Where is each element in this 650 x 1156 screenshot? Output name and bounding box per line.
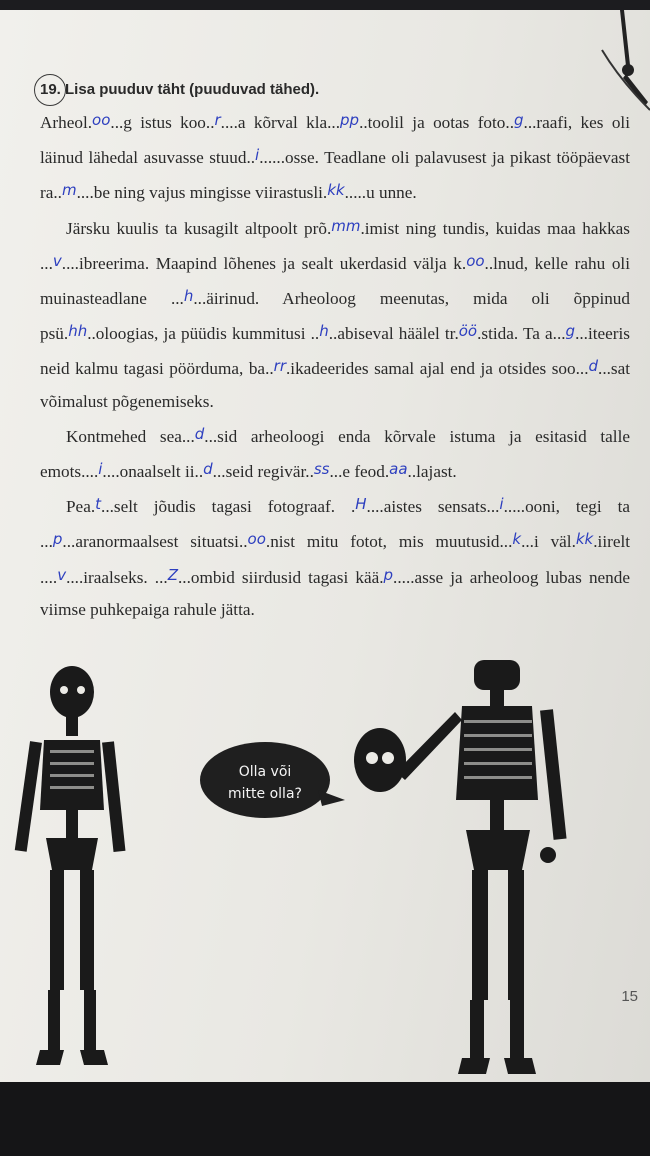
exercise-paragraph	[40, 210, 630, 418]
blank-dots: .	[90, 497, 96, 517]
exercise-text-segment: Järsku kuulis ta kusagilt altpoolt prõ	[66, 218, 327, 238]
blank-dots: ..	[505, 113, 514, 132]
blank-dots: ..	[328, 324, 338, 344]
handwritten-answer: öö	[458, 322, 478, 341]
speech-bubble-line1: Olla või	[238, 764, 292, 780]
exercise-text-segment: Kontmehed sea	[66, 426, 182, 446]
blank-dots: .	[360, 218, 365, 238]
blank-dots: .....	[393, 567, 415, 587]
handwritten-answer: h	[319, 322, 329, 341]
exercise-text-segment: osse. Teadlane oli palavusest ja pikast tööpäevast ra	[40, 148, 630, 203]
blank-dots: ...	[101, 497, 114, 517]
blank-dots: ....	[40, 567, 58, 587]
handwritten-answer: d	[588, 357, 599, 376]
background-surface	[0, 1082, 650, 1156]
blank-dots: ...	[181, 426, 195, 446]
exercise-text-segment: imist ning tundis, kuidas maa hakkas	[364, 218, 630, 238]
blank-dots: .	[326, 218, 332, 238]
handwritten-answer: rr	[273, 357, 286, 376]
blank-dots: ..	[359, 113, 368, 132]
exercise-text-segment: g istus koo	[123, 113, 206, 132]
exercise-text-segment: selt jõudis tagasi fotograaf.	[113, 497, 351, 517]
handwritten-answer: i	[98, 460, 103, 479]
blank-dots: ....	[102, 462, 120, 482]
exercise-text-segment: be ning vajus mingisse viirastusli	[93, 183, 323, 203]
blank-dots: ..	[205, 113, 215, 132]
blank-dots: .	[461, 253, 467, 273]
blank-dots: ....	[76, 183, 94, 203]
skeleton-illustration	[0, 660, 650, 1080]
exercise-text-segment: aistes sensats	[383, 497, 487, 517]
blank-dots: .	[454, 324, 459, 344]
exercise-text-segment: iraalseks.	[83, 567, 155, 587]
blank-dots: ...	[575, 324, 588, 344]
exercise-text	[40, 104, 630, 626]
exercise-text-segment: abiseval häälel tr	[337, 324, 455, 344]
blank-dots: ...	[486, 497, 500, 517]
blank-dots: .	[571, 532, 576, 552]
exercise-text-segment: asse ja arheoloog lubas nende viimse puhkepaiga rahule jätta.	[40, 567, 630, 619]
exercise-text-segment: toolil ja ootas foto	[367, 113, 506, 132]
blank-dots: ...	[204, 426, 218, 446]
blank-dots: ...	[170, 289, 184, 309]
exercise-title	[40, 78, 630, 102]
exercise-text-segment: iirelt	[597, 532, 631, 552]
handwritten-answer: hh	[68, 322, 88, 341]
left-skeleton	[15, 666, 126, 1065]
blank-dots: ...	[62, 532, 76, 552]
blank-dots: .	[384, 462, 390, 482]
blank-dots: ..	[194, 462, 204, 482]
blank-dots: ...	[552, 324, 566, 344]
handwritten-answer: g	[514, 111, 524, 129]
exercise-text-segment: sid arheoloogi enda kõrvale istuma ja esitasid talle emots	[40, 426, 630, 482]
blank-dots: ..	[305, 462, 314, 482]
blank-dots: .	[477, 324, 482, 344]
blank-dots: ...	[193, 289, 207, 309]
exercise-text-segment: raafi, kes oli läinud lähedal asuvasse stuud	[40, 113, 630, 168]
blank-dots: ...	[523, 113, 537, 132]
speech-bubble-line2: mitte olla?	[228, 786, 302, 802]
handwritten-answer: p	[383, 565, 394, 584]
blank-dots: ....	[66, 567, 84, 587]
blank-dots: ..	[53, 183, 62, 203]
exercise-text-segment: i väl	[533, 532, 572, 552]
exercise-text-segment: stida. Ta a	[481, 324, 553, 344]
blank-dots: ..	[265, 359, 274, 379]
handwritten-answer: v	[52, 251, 62, 270]
exercise-text-segment: ibreerima. Maapind lõhenes ja sealt ukerdasid välja k	[78, 253, 462, 273]
handwritten-answer: aa	[389, 460, 408, 479]
blank-dots: ...	[575, 359, 589, 379]
handwritten-answer: kk	[575, 530, 594, 549]
blank-dots: .	[63, 324, 69, 344]
handwritten-answer: i	[499, 495, 504, 514]
blank-dots: ....	[81, 462, 99, 482]
blank-dots: ...	[40, 532, 53, 552]
blank-dots: .	[322, 183, 328, 203]
handwritten-answer: i	[255, 146, 260, 165]
exercise-text-segment: ombid siirdusid tagasi kää	[190, 567, 380, 587]
handwritten-answer: oo	[247, 530, 266, 549]
held-skull	[354, 728, 406, 792]
exercise-text-segment: Arheol	[40, 113, 88, 132]
blank-dots: ..	[238, 532, 248, 552]
page-number: 15	[621, 988, 638, 1005]
blank-dots: ...	[154, 567, 168, 587]
blank-dots: ...	[521, 532, 534, 552]
exercise-title-text: 19. Lisa puuduv täht (puuduvad tähed).	[40, 81, 320, 98]
exercise-text-segment: e feod	[342, 462, 385, 482]
blank-dots: ...	[40, 253, 53, 273]
exercise-paragraph	[40, 418, 630, 488]
blank-dots: ..	[407, 462, 417, 482]
blank-dots: .	[593, 532, 598, 552]
handwritten-answer: r	[214, 111, 221, 129]
handwritten-answer: ss	[313, 460, 330, 479]
blank-dots: .....	[344, 183, 367, 203]
handwritten-answer: h	[183, 287, 194, 306]
handwritten-answer: d	[203, 460, 213, 479]
handwritten-answer: m	[61, 181, 77, 200]
exercise-text-segment: u unne.	[366, 183, 417, 203]
handwritten-answer: k	[512, 530, 522, 549]
exercise-text-segment: Pea	[66, 497, 91, 517]
blank-dots: ...	[110, 113, 124, 132]
exercise-text-segment: aranormaalsest situatsi	[75, 532, 239, 552]
exercise-paragraph	[40, 104, 630, 210]
blank-dots: ...	[212, 462, 226, 482]
exercise-19	[40, 78, 630, 626]
blank-dots: ....	[61, 253, 79, 273]
handwritten-answer: oo	[92, 111, 111, 129]
exercise-text-segment: nist mitu fotot, mis muutusid	[270, 532, 500, 552]
handwritten-answer: kk	[327, 181, 345, 200]
exercise-text-segment: oloogias, ja püüdis kummitusi	[95, 324, 311, 344]
blank-dots: ....	[366, 497, 384, 517]
blank-dots: ......	[259, 148, 285, 168]
blank-dots: ...	[598, 359, 611, 379]
blank-dots: ..	[246, 148, 256, 168]
exercise-number-circle	[34, 74, 66, 106]
blank-dots: .	[87, 113, 93, 132]
blank-dots: ...	[327, 113, 341, 132]
blank-dots: ...	[177, 567, 191, 587]
handwritten-answer: p	[52, 530, 63, 549]
blank-dots: .	[265, 532, 271, 552]
blank-dots: ..	[87, 324, 96, 344]
blank-dots: .	[379, 567, 384, 587]
blank-dots: ..	[484, 253, 494, 273]
handwritten-answer: t	[95, 495, 102, 514]
handwritten-answer: d	[194, 424, 205, 443]
handwritten-answer: H	[355, 495, 367, 514]
handwritten-answer: pp	[340, 111, 360, 129]
exercise-text-segment: ikadeerides samal ajal end ja otsides soo	[290, 359, 576, 379]
handwritten-answer: mm	[331, 216, 361, 235]
blank-dots: .....	[503, 497, 526, 517]
exercise-text-segment: iteeris neid kalmu tagasi pöörduma, ba	[40, 324, 630, 379]
handwritten-answer: v	[57, 565, 67, 584]
exercise-text-segment: onaalselt ii	[119, 462, 195, 482]
blank-dots: ...	[329, 462, 343, 482]
exercise-text-segment: seid regivär	[225, 462, 306, 482]
blank-dots: ...	[499, 532, 513, 552]
exercise-text-segment: lnud, kelle rahu oli muinasteadlane	[40, 253, 630, 309]
speech-bubble	[200, 742, 345, 818]
exercise-text-segment: äirinud. Arheoloog meenutas, mida oli õppinud psü	[40, 289, 630, 344]
handwritten-answer: g	[565, 322, 576, 341]
blank-dots: .	[286, 359, 291, 379]
exercise-text-segment: ooni, tegi ta	[525, 497, 630, 517]
blank-dots: ..	[310, 324, 320, 344]
exercise-paragraph	[40, 488, 630, 626]
exercise-text-segment: a kõrval kla	[237, 113, 328, 132]
blank-dots: .	[350, 497, 356, 517]
handwritten-answer: Z	[167, 565, 178, 584]
handwritten-answer: oo	[466, 251, 485, 270]
blank-dots: ....	[220, 113, 238, 132]
exercise-text-segment: sat võimalust põgenemiseks.	[40, 359, 630, 411]
exercise-text-segment: lajast.	[416, 462, 457, 482]
